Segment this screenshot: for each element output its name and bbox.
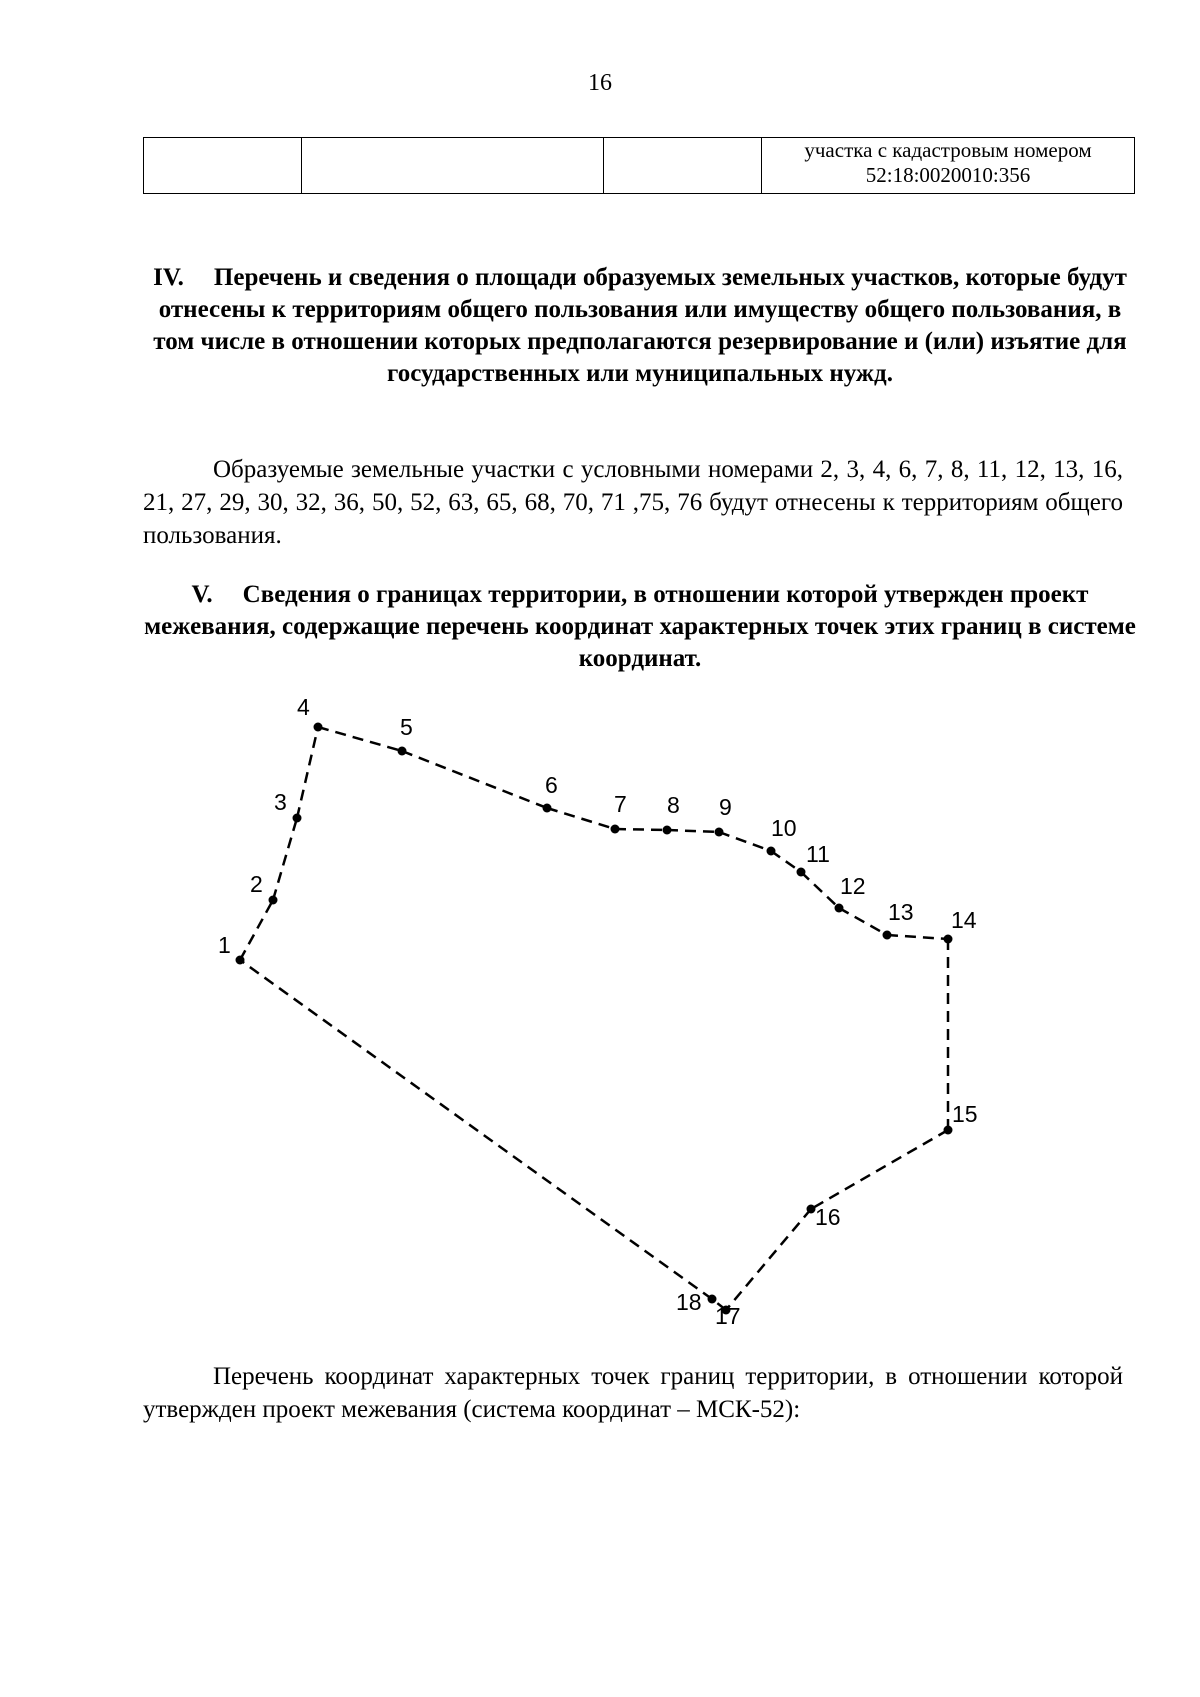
section-iv-text: Образуемые земельные участки с условными номерами 2, 3, 4, 6, 7, 8, 11, 12, 13, 16, 21, 27, 29, 30, 32, 36, 50, 52, 63, 65, 68, 70, 71 ,75, 76 будут отнесены к территориям общего пользования. (143, 456, 1123, 549)
boundary-segment (771, 851, 801, 872)
boundary-segment (839, 908, 887, 935)
boundary-point-label-16: 16 (815, 1204, 841, 1230)
boundary-segment (615, 829, 667, 830)
boundary-point-label-2: 2 (250, 871, 263, 897)
boundary-point-8 (663, 826, 672, 835)
boundary-point-label-7: 7 (614, 791, 627, 817)
boundary-segment (297, 727, 318, 818)
boundary-point-label-4: 4 (297, 694, 310, 720)
boundary-point-label-3: 3 (274, 789, 287, 815)
boundary-point-13 (883, 931, 892, 940)
boundary-point-label-17: 17 (715, 1303, 741, 1329)
parcel-label: участка с кадастровым номером (804, 138, 1092, 162)
boundary-segment (887, 935, 948, 939)
boundary-point-label-12: 12 (840, 873, 866, 899)
boundary-point-7 (611, 825, 620, 834)
boundary-point-label-1: 1 (218, 932, 231, 958)
boundary-segment (547, 808, 615, 829)
boundary-segment (667, 830, 719, 832)
boundary-point-4 (314, 723, 323, 732)
boundary-point-label-18: 18 (676, 1289, 702, 1315)
boundary-segment (273, 818, 297, 900)
coords-text: Перечень координат характерных точек границ территории, в отношении которой утвержден проект межевания (система координат – МСК-52): (143, 1363, 1123, 1423)
section-v-title: Сведения о границах территории, в отношении которой утвержден проект межевания, содержащие перечень координат характерных точек этих границ в системе координат. (144, 581, 1136, 672)
section-v-number: V. (191, 581, 213, 608)
boundary-segment (402, 751, 547, 808)
section-iv-title: Перечень и сведения о площади образуемых земельных участков, которые будут отнесены к территориям общего пользования или имуществу общего пользования, в том числе в отношении которых предполагаются резервирование и (или) изъятие для государственных или муниципальных нужд. (153, 264, 1127, 387)
page-number: 16 (588, 70, 612, 96)
boundary-point-label-8: 8 (667, 792, 680, 818)
boundary-point-label-6: 6 (545, 772, 558, 798)
boundary-segment (726, 1209, 811, 1310)
boundary-segment (318, 727, 402, 751)
boundary-point-9 (715, 828, 724, 837)
boundary-point-14 (944, 935, 953, 944)
parcel-cadastral-number: 52:18:0020010:356 (865, 163, 1031, 187)
boundary-points (236, 723, 953, 1315)
boundary-point-label-9: 9 (719, 794, 732, 820)
boundary-point-1 (236, 956, 245, 965)
boundary-segment (240, 900, 273, 960)
boundary-point-3 (293, 814, 302, 823)
section-iv-number: IV. (153, 264, 184, 291)
boundary-point-label-10: 10 (771, 815, 797, 841)
boundary-point-label-14: 14 (951, 907, 977, 933)
boundary-point-5 (398, 747, 407, 756)
coords-paragraph (143, 1360, 1123, 1426)
boundary-point-label-5: 5 (400, 714, 413, 740)
boundary-point-label-11: 11 (806, 841, 830, 867)
boundary-point-label-15: 15 (952, 1101, 978, 1127)
boundary-point-11 (797, 868, 806, 877)
boundary-segment (719, 832, 771, 851)
boundary-point-label-13: 13 (888, 899, 914, 925)
boundary-polygon (240, 727, 948, 1310)
boundary-point-12 (835, 904, 844, 913)
boundary-point-6 (543, 804, 552, 813)
boundary-point-2 (269, 896, 278, 905)
boundary-segment (801, 872, 839, 908)
boundary-segment (240, 960, 712, 1299)
boundary-segment (811, 1130, 948, 1209)
boundary-labels (218, 694, 978, 1329)
boundary-point-10 (767, 847, 776, 856)
